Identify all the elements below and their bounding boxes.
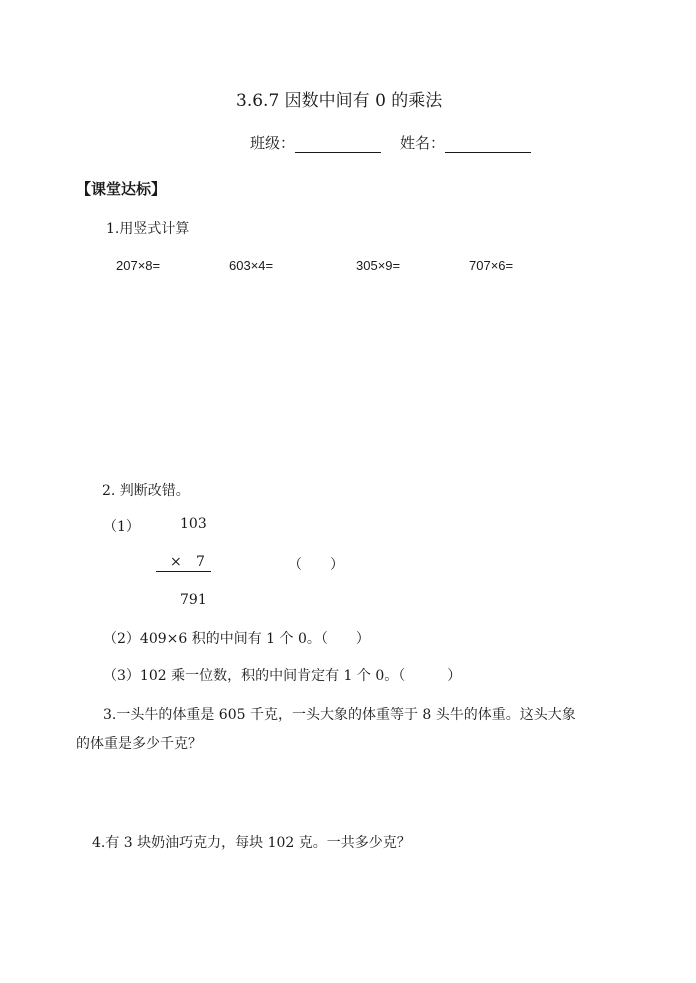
q3-line1: 3.一头牛的体重是 605 千克，一头大象的体重等于 8 头牛的体重。这头大象 bbox=[103, 707, 576, 723]
name-label: 姓名： bbox=[400, 134, 446, 152]
q4-text: 4.有 3 块奶油巧克力，每块 102 克。一共多少克？ bbox=[92, 835, 411, 851]
q1-item: 603×4= bbox=[229, 258, 274, 273]
class-field bbox=[250, 132, 381, 153]
name-blank bbox=[445, 138, 531, 153]
q1-item: 707×6= bbox=[469, 258, 514, 273]
q2-sub1-multiplier: 7 bbox=[196, 554, 205, 570]
q2-sub1-multiplicand: 103 bbox=[180, 516, 207, 532]
class-blank bbox=[295, 138, 381, 153]
q2-prompt: 2. 判断改错。 bbox=[102, 483, 190, 499]
page-title: 3.6.7 因数中间有 0 的乘法 bbox=[236, 91, 443, 111]
q2-sub1-operator: × bbox=[170, 554, 182, 570]
q2-sub1-result: 791 bbox=[180, 592, 207, 608]
class-label: 班级： bbox=[250, 134, 296, 152]
q3-line2: 的体重是多少千克？ bbox=[76, 736, 202, 752]
q2-sub2: （2）409×6 积的中间有 1 个 0。（ ） bbox=[103, 631, 370, 647]
q2-sub1-answer-paren: （ ） bbox=[288, 557, 344, 573]
q1-item: 305×9= bbox=[356, 258, 401, 273]
q2-sub1-number: （1） bbox=[103, 519, 140, 535]
q2-sub3: （3）102 乘一位数，积的中间肯定有 1 个 0。（ ） bbox=[103, 668, 462, 684]
section-heading: 【课堂达标】 bbox=[76, 180, 167, 198]
name-field bbox=[400, 132, 531, 153]
q1-prompt: 1.用竖式计算 bbox=[106, 221, 190, 237]
q2-sub1-underline bbox=[156, 571, 211, 572]
q1-item: 207×8= bbox=[116, 258, 161, 273]
